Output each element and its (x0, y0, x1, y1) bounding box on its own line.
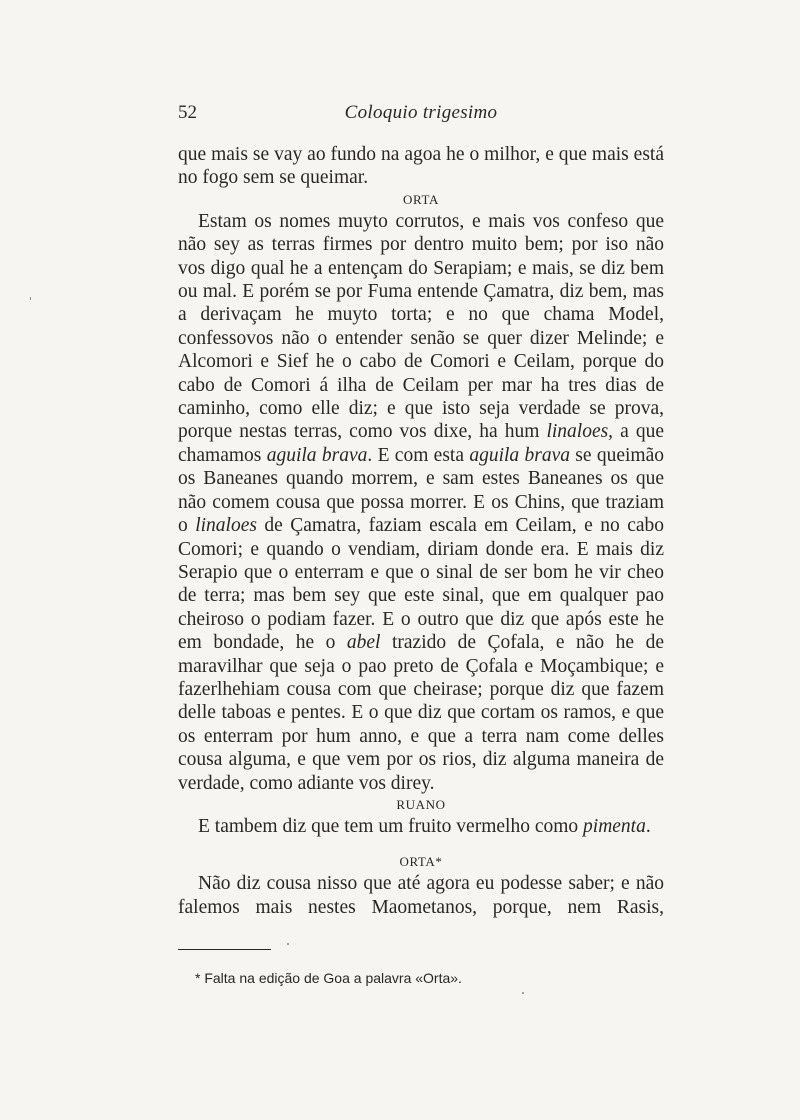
footnote: * Falta na edição de Goa a palavra «Orta». (195, 970, 462, 986)
paper-speck (287, 943, 289, 945)
paper-speck (30, 297, 31, 300)
footnote-rule (178, 949, 271, 950)
paper-speck (522, 992, 524, 994)
body-text (178, 143, 664, 943)
paragraph-ruano: E tambem diz que tem um fruito vermelho como pimenta. (198, 815, 651, 837)
page-number: 52 (178, 102, 197, 123)
speaker-orta: ORTA (403, 191, 439, 207)
paragraph-orta-reply: Estam os nomes muyto corrutos, e mais vos confeso que não sey as terras firmes por dentro muito bem; por iso não vos digo qual he a entençam do Serapiam; e mais, se diz bem ou mal. E porém se por Fuma entende Çamatra, diz bem, mas a derivaçam he muyto torta; e no que chama Model, confessovos não o entender senão se quer dizer Melinde; e Alcomori e Sief he o cabo de Comori e Ceilam, porque do cabo de Comori á ilha de Ceilam per mar ha tres dias de caminho, como elle diz; e que isto seja verdade se prova, porque nestas terras, como vos dixe, ha hum linaloes, a que chamamos aguila brava. E com esta aguila brava se queimão os Baneanes quando morrem, e sam estes Baneanes os que não comem cousa que possa morrer. E os Chins, que traziam o linaloes de Çamatra, faziam escala em Ceilam, e no cabo Comori; e quando o vendiam, diriam donde era. E mais diz Serapio que o enterram e que o sinal de ser bom he vir cheo de terra; mas bem sey que este sinal, que em qualquer pao cheiroso o podiam fazer. E o outro que diz que após este he em bondade, he o abel trazido de Çofala, e não he de maravilhar que seja o pao preto de Çofala e Moçambique; e fazerlhehiam cousa com que cheirase; porque diz que fazem delle taboas e pentes. E o que diz que cortam os ramos, e que os enterram por hum anno, e que a terra nam come delles cousa alguma, e que vem por os rios, diz alguma maneira de verdade, como adiante vos direy. (178, 210, 665, 794)
paragraph-continuation: que mais se vay ao fundo na agoa he o milhor, e que mais está no fogo sem se queimar. (178, 144, 664, 189)
running-title: Coloquio trigesimo (344, 102, 498, 123)
speaker-ruano: RUANO (396, 796, 446, 812)
running-head (178, 100, 664, 126)
paragraph-orta-final: Não diz cousa nisso que até agora eu podesse saber; e não falemos mais nestes Maometanos, porque, nem Rasis, (178, 873, 664, 918)
speaker-orta-footnoted: ORTA* (399, 854, 443, 870)
